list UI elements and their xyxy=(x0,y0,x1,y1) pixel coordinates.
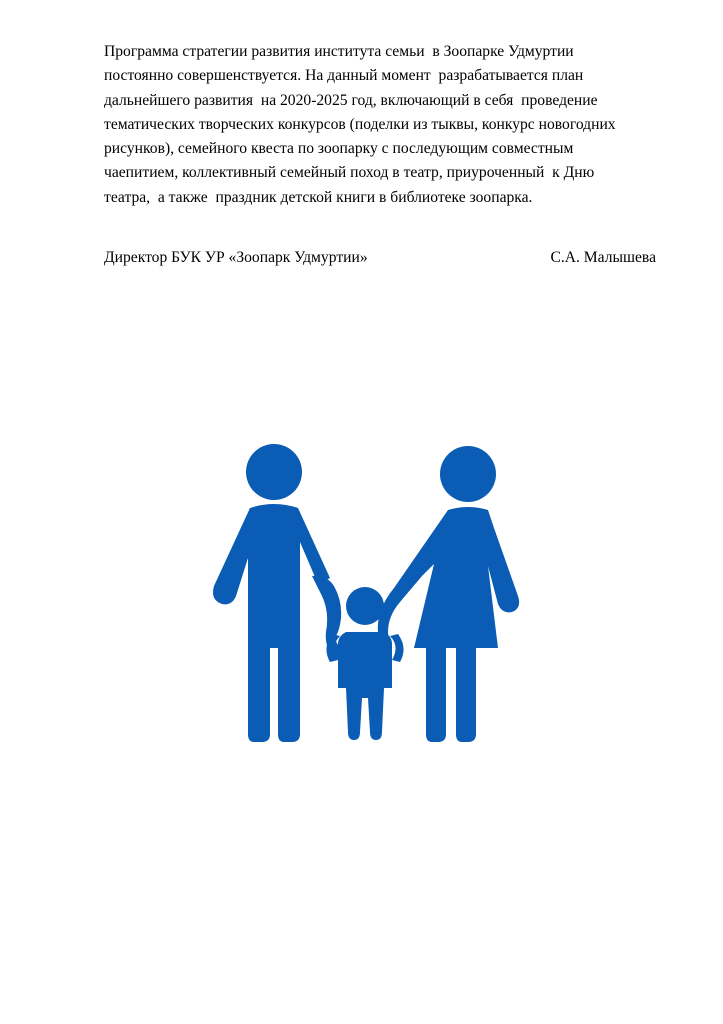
paragraph-line: чаепитием, коллективный семейный поход в театр, приуроченный к Дню xyxy=(104,164,595,182)
father-head xyxy=(246,444,302,500)
child-body xyxy=(338,632,392,740)
paragraph-line: постоянно совершенствуется. На данный момент разрабатывается план xyxy=(104,67,584,85)
body-paragraph xyxy=(104,40,674,210)
mother-head xyxy=(440,446,496,502)
signature-line xyxy=(104,246,656,270)
father-body xyxy=(213,504,330,742)
paragraph-line: Программа стратегии развития института семьи в Зоопарке Удмуртии xyxy=(104,43,574,60)
paragraph-line: дальнейшего развития на 2020-2025 год, включающий в себя проведение xyxy=(104,91,598,109)
mother-body xyxy=(366,507,519,742)
paragraph-line: театра, а также праздник детской книги в библиотеке зоопарка. xyxy=(104,188,533,206)
child-arm-right xyxy=(390,634,404,662)
paragraph-line: тематических творческих конкурсов (поделки из тыквы, конкурс новогодних xyxy=(104,115,616,133)
paragraph-line: рисунков), семейного квеста по зоопарку с последующим совместным xyxy=(104,140,574,158)
signature-role: Директор БУК УР «Зоопарк Удмуртии» xyxy=(104,249,368,266)
family-icon xyxy=(188,436,558,742)
child-head xyxy=(346,587,384,625)
signature-name: С.А. Малышева xyxy=(550,249,656,266)
